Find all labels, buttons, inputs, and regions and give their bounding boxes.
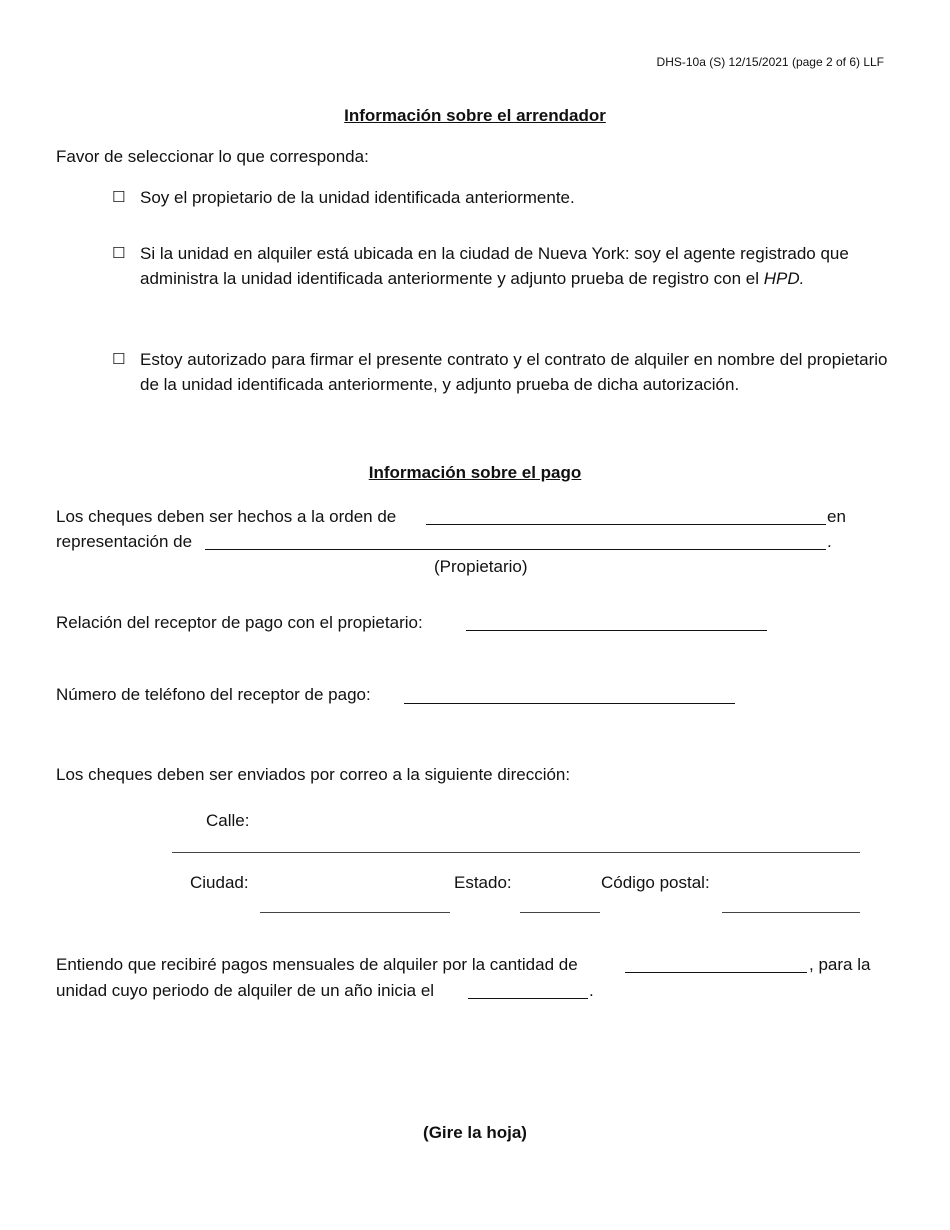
- owner-caption: (Propietario): [434, 557, 528, 576]
- zip-label: Código postal:: [601, 873, 710, 892]
- street-label: Calle:: [206, 811, 250, 830]
- authorized-option-text: Estoy autorizado para firmar el presente contrato y el contrato de alquiler en nombre del propietario de la unidad identificada anteriormente, y adjunto prueba de dicha autorización.: [140, 350, 888, 394]
- landlord-section-title: Información sobre el arrendador: [344, 106, 606, 125]
- landlord-instruction: Favor de seleccionar lo que corresponda:: [56, 147, 369, 166]
- phone-field[interactable]: [404, 703, 735, 704]
- city-label: Ciudad:: [190, 873, 249, 892]
- on-behalf-period: .: [827, 532, 832, 551]
- lease-start-period: .: [589, 981, 594, 1000]
- lease-start-label: unidad cuyo periodo de alquiler de un año inicia el: [56, 981, 435, 1000]
- relationship-label: Relación del receptor de pago con el propietario:: [56, 613, 423, 632]
- mail-instruction: Los cheques deben ser enviados por correo a la siguiente dirección:: [56, 765, 571, 784]
- form-id: DHS-10a (S) 12/15/2021 (page 2 of 6) LLF: [656, 55, 884, 69]
- checks-payable-suffix: en: [827, 507, 846, 526]
- rent-amount-label: Entiendo que recibiré pagos mensuales de alquiler por la cantidad de: [56, 955, 578, 974]
- payment-section-title: Información sobre el pago: [368, 463, 582, 482]
- city-field[interactable]: [260, 912, 450, 913]
- authorized-checkbox[interactable]: ☐: [112, 351, 126, 368]
- payee-name-field[interactable]: [426, 524, 826, 525]
- rent-amount-field[interactable]: [625, 972, 807, 973]
- street-field[interactable]: [172, 852, 860, 853]
- on-behalf-of-label: representación de: [56, 532, 193, 551]
- relationship-field[interactable]: [466, 630, 767, 631]
- owner-option-text: Soy el propietario de la unidad identificada anteriormente.: [140, 188, 575, 207]
- rent-amount-suffix: , para la: [809, 955, 871, 974]
- state-label: Estado:: [454, 873, 512, 892]
- checks-payable-label: Los cheques deben ser hechos a la orden de: [56, 507, 397, 526]
- state-field[interactable]: [520, 912, 600, 913]
- hpd-label: HPD.: [763, 269, 805, 288]
- owner-checkbox[interactable]: ☐: [112, 189, 126, 206]
- lease-start-field[interactable]: [468, 998, 588, 999]
- zip-field[interactable]: [722, 912, 860, 913]
- registered-agent-checkbox[interactable]: ☐: [112, 245, 126, 262]
- turn-page-note: (Gire la hoja): [423, 1123, 527, 1142]
- phone-label: Número de teléfono del receptor de pago:: [56, 685, 371, 704]
- registered-agent-option-text: [140, 241, 900, 291]
- owner-name-field[interactable]: [205, 549, 826, 550]
- registered-agent-option-main: Si la unidad en alquiler está ubicada en la ciudad de Nueva York: soy el agente registrado que administra la unidad identificada anteriormente y adjunto prueba de registro con el: [140, 244, 849, 288]
